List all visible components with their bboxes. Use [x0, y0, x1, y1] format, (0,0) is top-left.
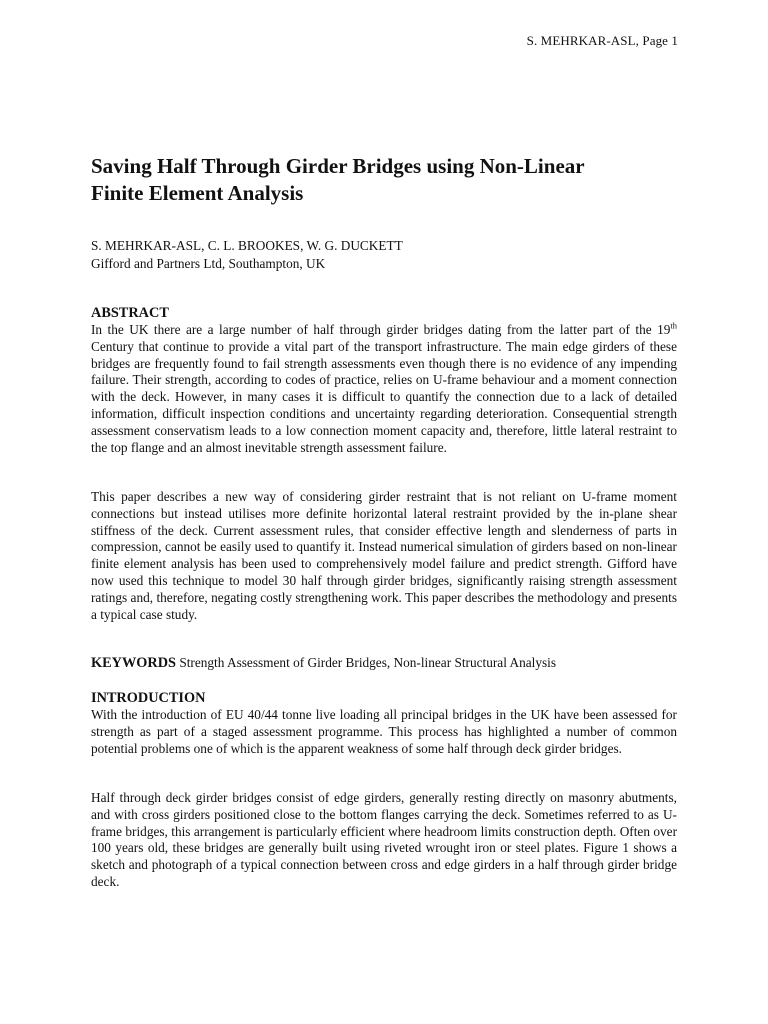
keywords-label: KEYWORDS — [91, 655, 176, 671]
title-line-2: Finite Element Analysis — [91, 181, 304, 205]
abstract-p1-text-b: Century that continue to provide a vital part of the transport infrastructure. The main edge girders of these bridges are frequently found to fail strength assessments even though there is no evidence of any impending failure. Their strength, according to codes of practice, relies on U-frame behaviour and a moment connection with the deck. However, in many cases it is difficult to quantify the connection due to a lack of detailed information, difficult inspection conditions and uncertainty regarding deterioration. Consequential strength assessment conservatism leads to a low connection moment capacity and, therefore, little lateral restraint to the top flange and an almost inevitable strength assessment failure. — [91, 338, 677, 455]
abstract-paragraph-2-block — [91, 489, 677, 623]
affiliation: Gifford and Partners Ltd, Southampton, UK — [91, 256, 326, 271]
superscript-th: th — [670, 320, 677, 331]
keywords-text: Strength Assessment of Girder Bridges, Non-linear Structural Analysis — [176, 655, 557, 670]
abstract-p1-text-a: In the UK there are a large number of half through girder bridges dating from the latter part of the 19 — [91, 322, 671, 337]
abstract-paragraph-2: This paper describes a new way of considering girder restraint that is not reliant on U-frame moment connections but instead utilises more definite horizontal lateral restraint provided by the in-plane shear stiffness of the deck. Current assessment rules, that consider effective length and slenderness of parts in compression, cannot be easily used to quantify it. Instead numerical simulation of girders based on non-linear finite element analysis has been used to comprehensively model failure and predict strength. Gifford have now used this technique to model 30 half through girder bridges, significantly raising strength assessment ratings and, therefore, negating costly strengthening work. This paper describes the methodology and presents a typical case study. — [91, 489, 677, 622]
abstract-paragraph-1 — [91, 322, 677, 456]
introduction-paragraph-2: Half through deck girder bridges consist of edge girders, generally resting directly on masonry abutments, and with cross girders positioned close to the bottom flanges carrying the deck. Sometimes referred to as U-frame bridges, this arrangement is particularly efficient where headroom limits construction depth. Often over 100 years old, these bridges are generally built using riveted wrought iron or steel plates. Figure 1 shows a sketch and photograph of a typical connection between cross and edge girders in a half through girder bridge deck. — [91, 790, 677, 889]
introduction-section — [91, 689, 677, 757]
introduction-paragraph-2-block — [91, 790, 677, 891]
running-header: S. MEHRKAR-ASL, Page 1 — [526, 33, 678, 48]
abstract-heading: ABSTRACT — [91, 305, 169, 321]
introduction-heading: INTRODUCTION — [91, 690, 206, 706]
keywords-line — [91, 655, 677, 672]
abstract-section — [91, 304, 677, 456]
title-line-1: Saving Half Through Girder Bridges using Non-Linear — [91, 154, 585, 178]
paper-title — [91, 153, 681, 207]
author-list: S. MEHRKAR-ASL, C. L. BROOKES, W. G. DUCKETT — [91, 238, 403, 253]
introduction-paragraph-1: With the introduction of EU 40/44 tonne live loading all principal bridges in the UK have been assessed for strength as part of a staged assessment programme. This process has highlighted a number of common potential problems one of which is the apparent weakness of some half through deck girder bridges. — [91, 707, 677, 756]
